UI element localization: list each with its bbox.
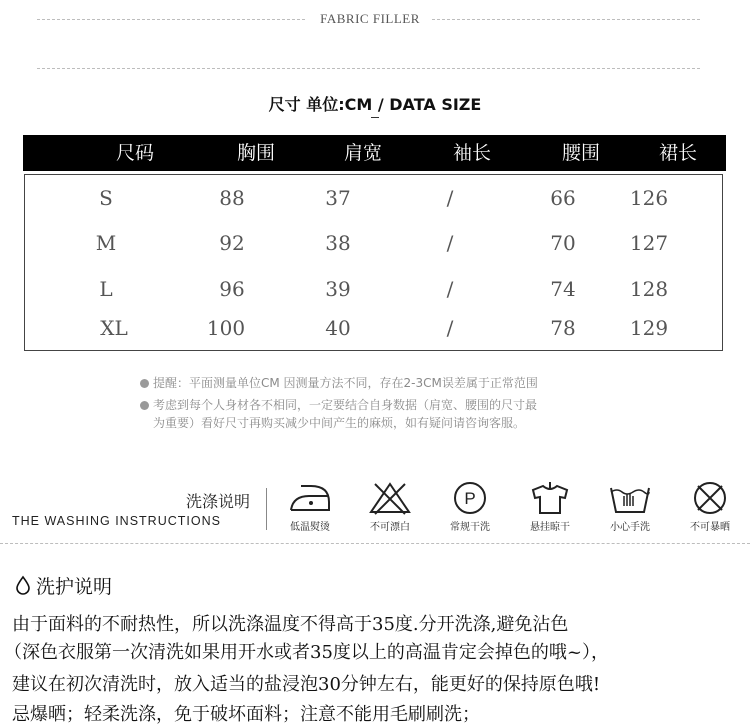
header-dash-bottom (37, 68, 700, 69)
size-note-2: 考虑到每个人身材各不相同，一定要结合自身数据（肩宽、腰围的尺寸最 (140, 396, 537, 414)
table-cell: S (99, 186, 113, 210)
care-line-1: 由于面料的不耐热性，所以洗涤温度不得高于35度.分开洗涤,避免沾色 (12, 614, 569, 635)
table-cell: 129 (629, 316, 669, 340)
no-bleach-icon (367, 480, 413, 516)
iron-low-temp-icon (287, 480, 333, 516)
title-underline (371, 117, 379, 118)
table-cell: 92 (219, 231, 245, 255)
table-cell: / (446, 277, 454, 301)
care-symbol-iron: 低温熨烫 (277, 480, 343, 533)
table-cell: 38 (325, 231, 351, 255)
washing-title-en: THE WASHING INSTRUCTIONS (12, 514, 221, 528)
bullet-icon (140, 379, 149, 388)
table-cell: 128 (629, 277, 669, 301)
table-cell: 40 (325, 316, 351, 340)
dry-clean-p-icon (447, 480, 493, 516)
table-cell: 88 (219, 186, 245, 210)
header-dash-left (37, 19, 305, 20)
size-note-2-cont: 为重要）看好尺寸再购买减少中间产生的麻烦，如有疑问请咨询客服。 (153, 416, 526, 430)
care-symbol-hand-wash: 小心手洗 (597, 480, 663, 533)
table-cell: 37 (325, 186, 351, 210)
table-cell: 70 (550, 231, 576, 255)
table-cell: 39 (325, 277, 351, 301)
col-waist: 腰围 (561, 142, 600, 164)
size-note-1: 提醒：平面测量单位CM 因测量方法不同，存在2-3CM误差属于正常范围 (140, 374, 538, 392)
table-cell: 127 (629, 231, 669, 255)
care-title: 洗护说明 (16, 572, 112, 600)
col-chest: 胸围 (236, 142, 275, 164)
care-symbol-dry-clean: P 常规干洗 (437, 480, 503, 533)
hand-wash-icon (607, 480, 653, 516)
washing-divider (266, 488, 267, 530)
table-cell: 74 (550, 277, 576, 301)
table-cell: 100 (206, 316, 246, 340)
size-chart-title: 尺寸 单位:CM / DATA SIZE (268, 95, 482, 114)
care-symbol-hang-dry: 悬挂晾干 (517, 480, 583, 533)
table-cell: 126 (629, 186, 669, 210)
col-size: 尺码 (115, 142, 154, 164)
care-line-4: 忌爆晒；轻柔洗涤，免于破坏面料；注意不能用毛刷刷洗； (12, 704, 480, 725)
col-shoulder: 肩宽 (343, 142, 382, 164)
table-cell: XL (100, 316, 128, 340)
table-cell: 78 (550, 316, 576, 340)
table-cell: / (446, 316, 454, 340)
table-cell: M (95, 231, 117, 255)
table-cell: / (446, 231, 454, 255)
section-divider (0, 543, 750, 544)
table-cell: L (99, 277, 113, 301)
water-drop-icon (16, 575, 30, 600)
table-cell: / (446, 186, 454, 210)
fabric-filler-label: FABRIC FILLER (320, 11, 420, 26)
care-symbol-no-sun: 不可暴晒 (677, 480, 743, 533)
care-line-2: （深色衣服第一次清洗如果用开水或者35度以上的高温肯定会掉色的哦~）， (4, 642, 609, 663)
svg-text:P: P (464, 489, 476, 508)
bullet-icon (140, 401, 149, 410)
care-symbol-no-bleach: 不可漂白 (357, 480, 423, 533)
hang-dry-icon (527, 480, 573, 516)
col-length: 裙长 (658, 142, 697, 164)
washing-title-cn: 洗涤说明 (185, 492, 250, 511)
no-sun-icon (687, 480, 733, 516)
header-dash-right (432, 19, 700, 20)
table-cell: 66 (550, 186, 576, 210)
size-table-header (23, 135, 726, 171)
table-cell: 96 (219, 277, 245, 301)
care-line-3: 建议在初次清洗时，放入适当的盐浸泡30分钟左右，能更好的保持原色哦! (12, 674, 601, 695)
col-sleeve: 袖长 (452, 142, 491, 164)
